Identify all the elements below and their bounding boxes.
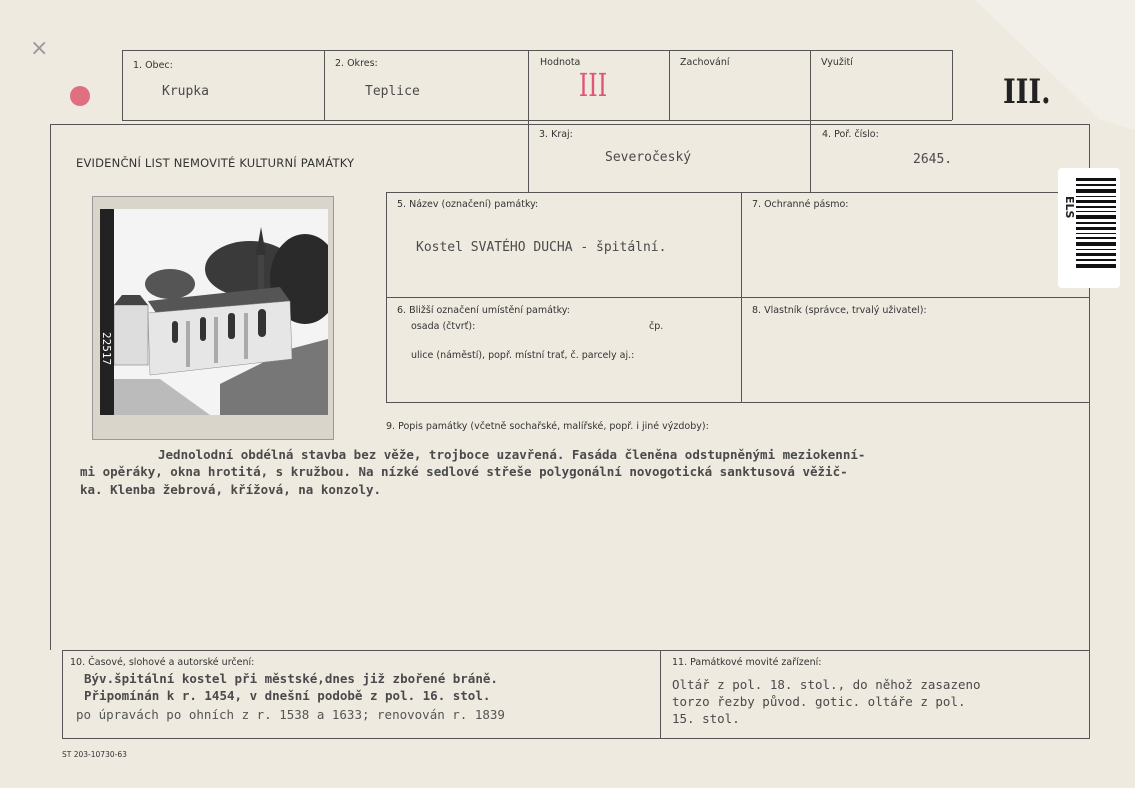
form-title: EVIDENČNÍ LIST NEMOVITÉ KULTURNÍ PAMÁTKY bbox=[76, 156, 355, 170]
church-photo-image bbox=[100, 209, 328, 415]
obec-value: Krupka bbox=[162, 84, 209, 99]
barcode-icon bbox=[1076, 178, 1116, 270]
ochranne-label: 7. Ochranné pásmo: bbox=[752, 199, 849, 210]
barcode-sticker bbox=[1058, 168, 1120, 288]
top-right-mark: III. bbox=[1002, 72, 1051, 112]
red-dot-mark bbox=[70, 86, 90, 106]
okres-label: 2. Okres: bbox=[335, 58, 378, 69]
corner-cross-mark: × bbox=[30, 36, 49, 61]
nazev-label: 5. Název (označení) památky: bbox=[397, 199, 539, 210]
movite-line-2: torzo řezby původ. gotic. oltáře z pol. bbox=[672, 694, 966, 709]
osada-label: osada (čtvrť): bbox=[411, 321, 476, 332]
movite-line-1: Oltář z pol. 18. stol., do něhož zasazeno bbox=[672, 677, 981, 692]
blizsi-label: 6. Bližší označení umístění památky: bbox=[397, 305, 570, 316]
nazev-value: Kostel SVATÉHO DUCHA - špitální. bbox=[416, 240, 667, 255]
casove-label: 10. Časové, slohové a autorské určení: bbox=[70, 657, 255, 668]
zachovani-label: Zachování bbox=[680, 57, 730, 68]
ulice-label: ulice (náměstí), popř. místní trať, č. parcely aj.: bbox=[411, 350, 635, 361]
cp-label: čp. bbox=[649, 321, 664, 332]
popis-line-2: mi opěráky, okna hrotitá, s kružbou. Na nízké sedlové střeše polygonální novogotická sanktusová věžič- bbox=[80, 464, 848, 479]
movite-label: 11. Památkové movité zařízení: bbox=[672, 657, 822, 668]
popis-label: 9. Popis památky (včetně sochařské, malířské, popř. i jiné výzdoby): bbox=[386, 421, 709, 432]
casove-line-1: Býv.špitální kostel při městské,dnes již zbořené bráně. bbox=[84, 671, 498, 686]
print-code: ST 203-10730-63 bbox=[62, 750, 127, 759]
vlastnik-label: 8. Vlastník (správce, trvalý uživatel): bbox=[752, 305, 927, 316]
por-cislo-label: 4. Poř. číslo: bbox=[822, 129, 879, 140]
kraj-value: Severočeský bbox=[605, 150, 692, 165]
barcode-label: ELS bbox=[1063, 196, 1076, 219]
por-cislo-value: 2645. bbox=[913, 152, 953, 167]
okres-value: Teplice bbox=[365, 84, 420, 99]
obec-label: 1. Obec: bbox=[133, 60, 173, 71]
hodnota-label: Hodnota bbox=[540, 57, 581, 68]
popis-line-3: ka. Klenba žebrová, křížová, na konzoly. bbox=[80, 482, 382, 497]
movite-line-3: 15. stol. bbox=[672, 711, 740, 726]
hodnota-value: III bbox=[578, 66, 608, 104]
photo-number: 22517 bbox=[100, 332, 113, 366]
monument-photo bbox=[92, 196, 334, 440]
vyuziti-label: Využití bbox=[821, 57, 853, 68]
casove-line-3: po úpravách po ohních z r. 1538 a 1633; renovován r. 1839 bbox=[76, 707, 505, 722]
kraj-label: 3. Kraj: bbox=[539, 129, 573, 140]
popis-line-1: Jednolodní obdélná stavba bez věže, trojboce uzavřená. Fasáda členěna odstupněnými meziokenní- bbox=[158, 447, 866, 462]
casove-line-2: Připomínán k r. 1454, v dnešní podobě z pol. 16. stol. bbox=[84, 688, 491, 703]
